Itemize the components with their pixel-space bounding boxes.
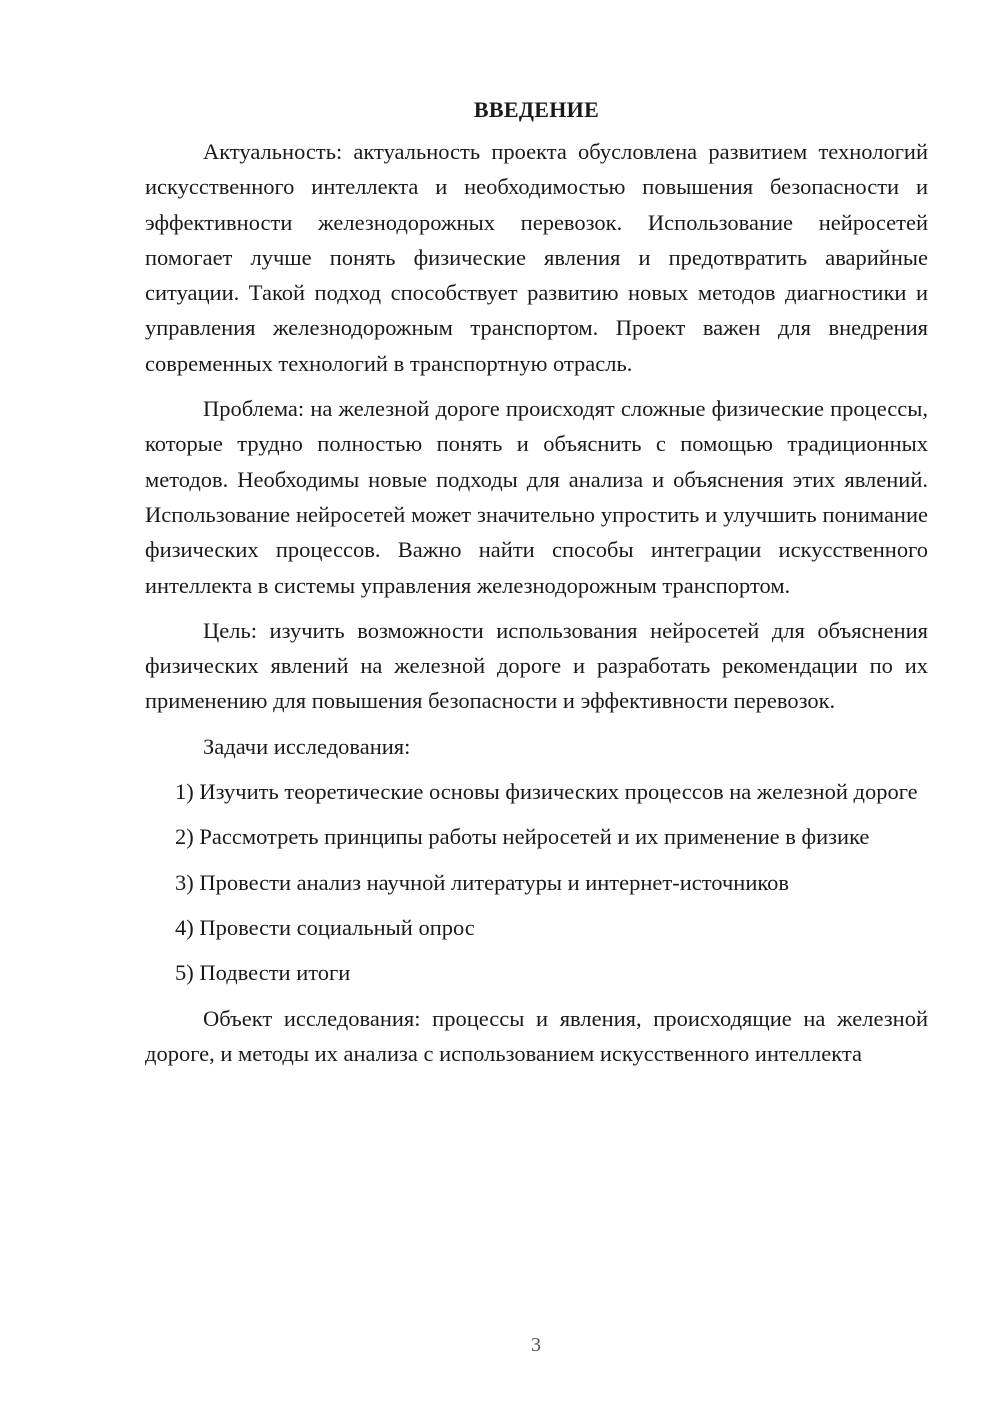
document-page [145, 92, 928, 1071]
problem-paragraph: Проблема: на железной дороге происходят сложные физические процессы, которые трудно полностью понять и объяснить с помощью традиционных методов. Необходимы новые подходы для анализа и объяснения этих явлений. Использование нейросетей может значительно упростить и улучшить понимание физических процессов. Важно найти способы интеграции искусственного интеллекта в системы управления железнодорожным транспортом. [145, 396, 928, 598]
task-item: 3) Провести анализ научной литературы и интернет-источников [175, 869, 790, 895]
object-paragraph: Объект исследования: процессы и явления, происходящие на железной дороге, и методы их анализа с использованием искусственного интеллекта [145, 1005, 928, 1066]
relevance-paragraph: Актуальность: актуальность проекта обусловлена развитием технологий искусственного интеллекта и необходимостью повышения безопасности и эффективности железнодорожных перевозок. Использование нейросетей помогает лучше понять физические явления и предотвратить аварийные ситуации. Такой подход способствует развитию новых методов диагностики и управления железнодорожным транспортом. Проект важен для внедрения современных технологий в транспортную отрасль. [145, 139, 928, 376]
task-item: 2) Рассмотреть принципы работы нейросетей и их применение в физике [175, 824, 870, 850]
goal-paragraph: Цель: изучить возможности использования нейросетей для объяснения физических явлений на железной дороге и разработать рекомендации по их применению для повышения безопасности и эффективности перевозок. [145, 617, 928, 714]
tasks-heading: Задачи исследования: [203, 733, 411, 759]
page-number: 3 [531, 1334, 541, 1356]
task-item: 5) Подвести итоги [175, 960, 351, 986]
section-heading: ВВЕДЕНИЕ [473, 97, 600, 122]
tasks-list [145, 774, 928, 990]
task-item: 1) Изучить теоретические основы физических процессов на железной дороге [175, 779, 918, 805]
task-item: 4) Провести социальный опрос [175, 914, 475, 940]
